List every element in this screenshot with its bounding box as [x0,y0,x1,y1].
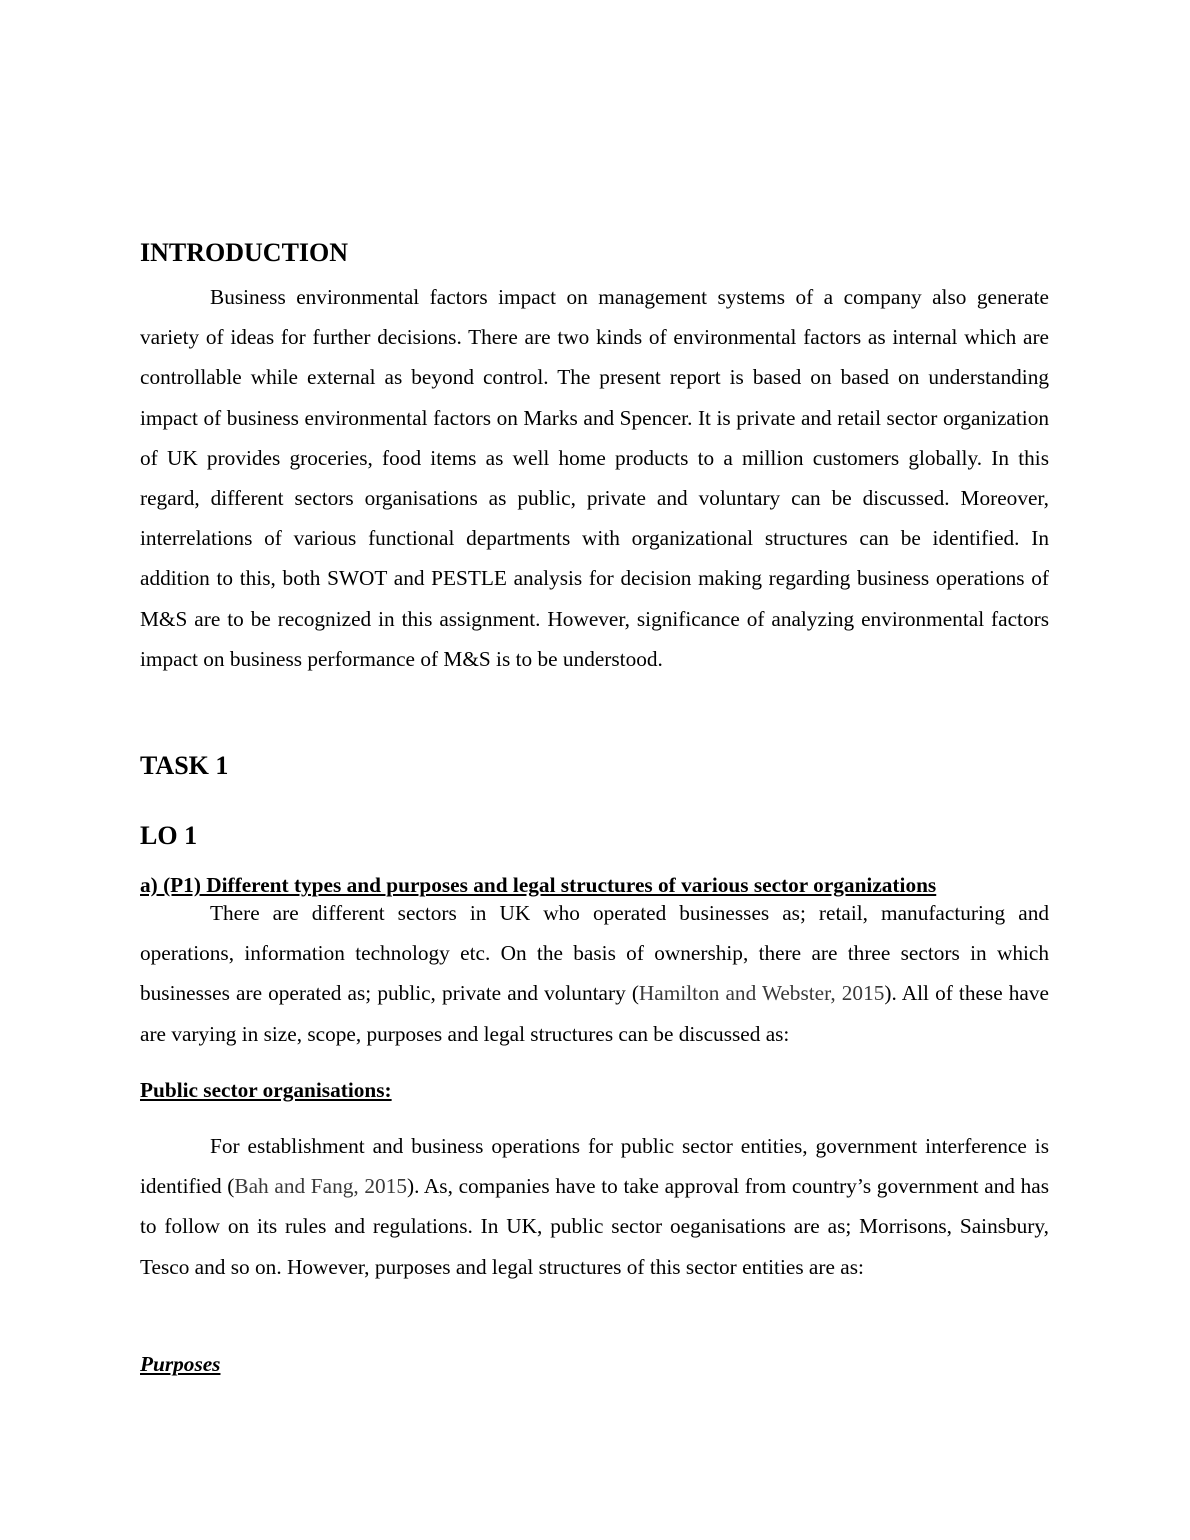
section-a-citation: Hamilton and Webster, 2015 [638,981,885,1006]
section-a-text-1: There are different sectors in UK who operated businesses as; retail, manufacturing and operations, information technology etc. On the basis of ownership, there are three sectors in which businesses are operated as; public, private and voluntary ( [140,901,1049,1006]
public-sector-paragraph [140,1126,1049,1287]
purposes-heading: Purposes [140,1352,221,1376]
task-heading: TASK 1 [140,751,229,780]
section-a-title: a) (P1) Different types and purposes and legal structures of various sector organizations [140,873,937,897]
lo-heading: LO 1 [140,821,198,850]
public-sector-citation: Bah and Fang, 2015 [234,1174,407,1199]
introduction-paragraph: Business environmental factors impact on management systems of a company also generate variety of ideas for further decisions. There are two kinds of environmental factors as internal which are controllable while external as beyond control. The present report is based on based on understanding impact of business environmental factors on Marks and Spencer. It is private and retail sector organization of UK provides groceries, food items as well home products to a million customers globally. In this regard, different sectors organisations as public, private and voluntary can be discussed. Moreover, interrelations of various functional departments with organizational structures can be identified. In addition to this, both SWOT and PESTLE analysis for decision making regarding business operations of M&S are to be recognized in this assignment. However, significance of analyzing environmental factors impact on business performance of M&S is to be understood. [140,285,1049,671]
introduction-heading: INTRODUCTION [140,238,349,267]
public-sector-heading: Public sector organisations: [140,1078,392,1102]
public-sector-text-1: For establishment and business operations for public sector entities, government interference is identified ( [140,1134,1049,1199]
public-sector-text-2: ). As, companies have to take approval from country’s government and has to follow on its rules and regulations. In UK, public sector oeganisations are as; Morrisons, Sainsbury, Tesco and so on. However, purposes and legal structures of this sector entities are as: [140,1174,1050,1279]
section-a-paragraph [140,893,1049,1054]
section-a-text-2: ). All of these have are varying in size, scope, purposes and legal structures can be discussed as: [140,981,1049,1046]
